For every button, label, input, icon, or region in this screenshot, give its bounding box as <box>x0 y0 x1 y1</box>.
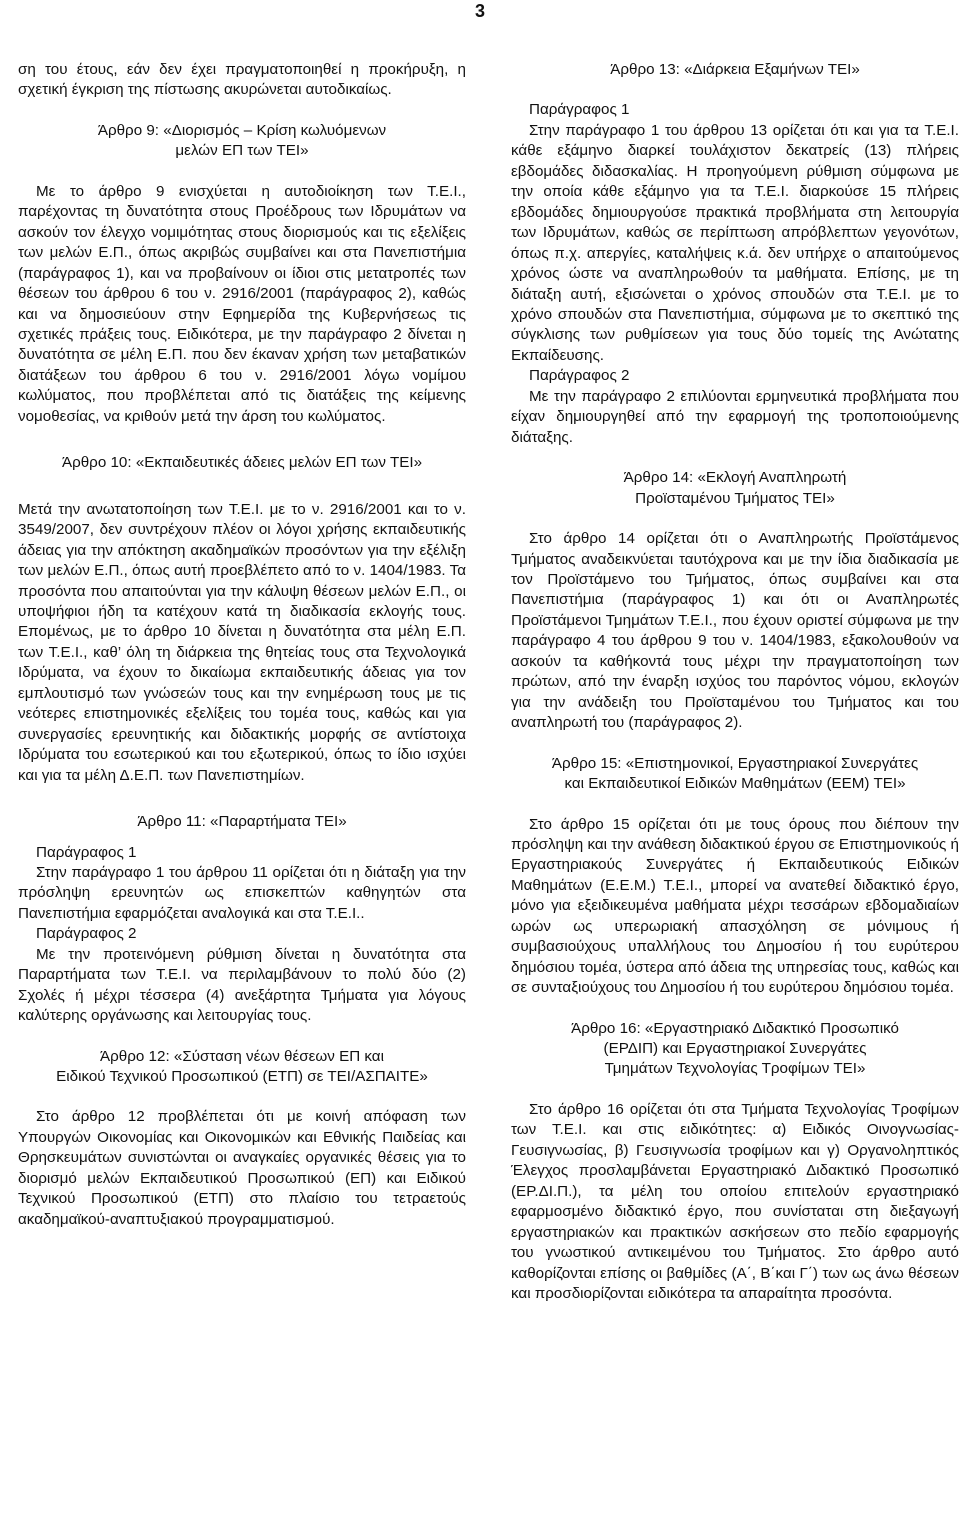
article-16-title: Άρθρο 16: «Εργαστηριακό Διδακτικό Προσωπικό <box>571 1019 899 1037</box>
article-13-title: Άρθρο 13: «Διάρκεια Εξαμήνων ΤΕΙ» <box>610 61 860 78</box>
page-number: 3 <box>474 1 485 21</box>
article-11-paragraph-1-label: Παράγραφος 1 <box>36 843 137 861</box>
article-15-title: Άρθρο 15: «Επιστημονικοί, Εργαστηριακοί Συνεργάτες <box>551 754 919 772</box>
article-15-title-line2: και Εκπαιδευτικοί Ειδικών Μαθημάτων (ΕΕΜ) ΤΕΙ» <box>564 775 906 793</box>
article-13-paragraph-1-label: Παράγραφος 1 <box>529 101 630 119</box>
article-11-paragraph-1-body: Στην παράγραφο 1 του άρθρου 11 ορίζεται ότι η διάταξη για την πρόσληψη ερευνητών ως επισκεπτών καθηγητών στα Πανεπιστήμια εφαρμόζεται αναλογικά και στα Τ.Ε.Ι.. <box>18 863 466 922</box>
article-9-body: Με το άρθρο 9 ενισχύεται η αυτοδιοίκηση των Τ.Ε.Ι., παρέχοντας τη δυνατότητα στους Προέδρους των Ιδρυμάτων να ασκούν τον έλεγχο νομιμότητας στους διορισμούς και τις εξελίξεις των μελών Ε.Π., όπως ακριβώς συμβαίνει και στα Πανεπιστήμια (παράγραφος 1), και να προβαίνουν οι ίδιοι στις μετατροπές των θέσεων του άρθρου 6 του ν. 2916/2001 (παράγραφος 2), καθώς και να δημοσιεύουν στην Εφημερίδα της Κυβερνήσεως τις σχετικές πράξεις τους. Ειδικότερα, με την παράγραφο 2 δίνεται η δυνατότητα σε μέλη Ε.Π. που δεν έκαναν χρήση των μεταβατικών διατάξεων του άρθρου 6 του ν. 2916/2001 λόγω νομίμου κωλύματος, που προβλέπεται από τις διατάξεις της κείμενης νομοθεσίας, να κριθούν μετά την άρση του κωλύματος. <box>18 182 466 425</box>
left-column <box>18 60 466 1230</box>
article-11-paragraph-2-body: Με την προτεινόμενη ρύθμιση δίνεται η δυνατότητα στα Παραρτήματα των Τ.Ε.Ι. να περιλαμβάνουν το πολύ δύο (2) Σχολές ή μέχρι τέσσερα (4) ανεξάρτητα Τμήματα για λόγους καλύτερης οργάνωσης και λειτουργίας τους. <box>18 945 466 1025</box>
article-15-body: Στο άρθρο 15 ορίζεται ότι με τους όρους που διέπουν την πρόσληψη και την ανάθεση διδακτικού έργου σε Επιστημονικούς ή Εργαστηριακούς Συνεργάτες ή Εκπαιδευτικούς Ειδικών Μαθημάτων (Ε.Ε.Μ.) Τ.Ε.Ι., μπορεί να ανατεθεί διδακτικό έργο, μόνο για εξειδικευμένα μαθήματα μέχρι τεσσάρων εβδομαδιαίων ωρών ως υπερωριακή απασχόληση σε μόνιμους ή συμβασιούχους υπαλλήλους του Δημοσίου ή του ευρύτερου δημόσιου τομέα, ύστερα από άδεια της υπηρεσίας τους, καθώς και σε συνταξιούχους του Δημοσίου ή του ευρύτερου δημόσιου τομέα. <box>511 815 959 997</box>
article-9-title: Άρθρο 9: «Διορισμός – Κρίση κωλυόμενων <box>97 121 387 139</box>
article-13-paragraph-2-body: Με την παράγραφο 2 επιλύονται ερμηνευτικά προβλήματα που είχαν δημιουργηθεί από την εφαρμογή της τροποποιούμενης διάταξης. <box>511 387 959 446</box>
article-9-title-line2: μελών ΕΠ των ΤΕΙ» <box>175 142 309 160</box>
article-10-body: Μετά την ανωτατοποίηση των Τ.Ε.Ι. με το ν. 2916/2001 και το ν. 3549/2007, δεν συντρέχουν πλέον οι λόγοι χρήσης εκπαιδευτικής άδειας για την απόκτηση ακαδημαϊκών προσόντων για την εξέλιξη των μελών Ε.Π., όπως αυτή προεβλέπετο από το ν. 1404/1983. Τα προσόντα που απαιτούνται για την κάλυψη θέσεων μελών Ε.Π., οι υποψήφιοι ήδη τα κατέχουν κατά τη διαδικασία εκλογής τους. Επομένως, με το άρθρο 10 δίνεται η δυνατότητα στα μέλη Ε.Π. των Τ.Ε.Ι., καθ’ όλη τη διάρκεια της θητείας τους στα Τεχνολογικά Ιδρύματα, να έχουν το δικαίωμα εκπαιδευτικής άδειας για τον εμπλουτισμό των γνώσεών τους και την ενημέρωση τους με τις νεότερες επιστημονικές εξελίξεις του τομέα τους, καθώς και για συνεργασίες ερευνητικής και διδακτικής μορφής σε αντίστοιχα Ιδρύματα του εσωτερικού και του εξωτερικού, όπως το ίδιο ισχύει και για τα μέλη Δ.Ε.Π. των Πανεπιστημίων. <box>18 500 466 784</box>
article-10-title: Άρθρο 10: «Εκπαιδευτικές άδειες μελών ΕΠ των ΤΕΙ» <box>61 454 423 472</box>
article-14-title: Άρθρο 14: «Εκλογή Αναπληρωτή <box>623 469 847 487</box>
article-12-title: Άρθρο 12: «Σύσταση νέων θέσεων ΕΠ και <box>100 1047 384 1065</box>
article-14-title-line2: Προϊσταμένου Τμήματος ΤΕΙ» <box>635 489 835 507</box>
right-column <box>511 60 959 1304</box>
article-11-paragraph-2-label: Παράγραφος 2 <box>36 925 137 943</box>
article-13-paragraph-1-body: Στην παράγραφο 1 του άρθρου 13 ορίζεται ότι και για τα Τ.Ε.Ι. κάθε εξάμηνο διαρκεί τουλάχιστον δεκατρείς (13) πλήρεις εβδομάδες διδασκαλίας. Η προηγούμενη ρύθμιση σύμφωνα με την οποία κάθε εξάμηνο για τα Τ.Ε.Ι. διαρκούσε 15 πλήρεις εβδομάδες δημιουργούσε πρακτικά προβλήματα στη λειτουργία των Ιδρυμάτων, καθώς σε περίπτωση απρόβλεπτων γεγονότων, όπως π.χ. απεργίες, καταλήψεις κ.ά. δεν υπήρχε ο απαιτούμενος χρόνος ώστε να αναπληρωθούν τα μαθήματα. Επίσης, με τη διάταξη αυτή, εξισώνεται ο χρόνος σπουδών στα Τ.Ε.Ι. με το χρόνο σπουδών στα Πανεπιστήμια, σύμφωνα με το σκεπτικό της σύγκλισης των ρυθμίσεων για τους δύο τομείς της Ανώτατης Εκπαίδευσης. <box>511 121 959 364</box>
article-16-body: Στο άρθρο 16 ορίζεται ότι στα Τμήματα Τεχνολογίας Τροφίμων των Τ.Ε.Ι. και στις ειδικότητες: α) Ειδικός Οινογνωσίας-Γευσιγνωσίας, β) Γευσιγνωσία τροφίμων και γ) Οργανοληπτικός Έλεγχος προσλαμβάνεται Εργαστηριακό Διδακτικό Προσωπικό (ΕΡ.ΔΙ.Π.), τα μέλη του οποίου επιτελούν εργαστηριακό εφαρμοσμένο διδακτικό έργο, που συνίσταται στη διεξαγωγή εργαστηριακών και πρακτικών ασκήσεων στο πεδίο εφαρμογής του γνωστικού αντικειμένου του Τμήματος. Στο άρθρο αυτό καθορίζονται επίσης οι βαθμίδες (Α΄, Β΄και Γ΄) των ως άνω θέσεων και προσδιορίζονται ειδικότερα τα απαραίτητα προσόντα. <box>511 1100 959 1303</box>
article-14-body: Στο άρθρο 14 ορίζεται ότι ο Αναπληρωτής Προϊστάμενος Τμήματος αναδεικνύεται ταυτόχρονα και με την ίδια διαδικασία με τον Προϊστάμενο του Τμήματος, όπως συμβαίνει και στα Πανεπιστήμια (παράγραφος 1) και ότι οι Αναπληρωτές Προϊστάμενοι Τμημάτων Τ.Ε.Ι., που έχουν οριστεί σύμφωνα με την παράγραφο 4 του άρθρου 9 του ν. 1404/1983, εξακολουθούν να ασκούν τα καθήκοντά τους μέχρι την πραγματοποίηση των πρώτων, από την έναρξη ισχύος του παρόντος νόμου, εκλογών για την ανάδειξη του Προϊσταμένου του Τμήματος και του αναπληρωτή του (παράγραφος 2). <box>511 530 959 732</box>
article-11-title: Άρθρο 11: «Παραρτήματα ΤΕΙ» <box>137 813 347 831</box>
article-12-title-line2: Ειδικού Τεχνικού Προσωπικού (ΕΤΠ) σε ΤΕΙ/ΑΣΠΑΙΤΕ» <box>56 1068 428 1086</box>
paragraph-continuation: ση του έτους, εάν δεν έχει πραγματοποιηθεί η προκήρυξη, η σχετική έγκριση της πίστωσης ακυρώνεται αυτοδικαίως. <box>18 61 466 99</box>
article-12-body: Στο άρθρο 12 προβλέπεται ότι με κοινή απόφαση των Υπουργών Οικονομίας και Οικονομικών και Εθνικής Παιδείας και Θρησκευμάτων συνιστώνται οι αναγκαίες οργανικές θέσεις για το διορισμό μελών Εκπαιδευτικού Προσωπικού (ΕΠ) και Ειδικού Τεχνικού Προσωπικού (ΕΤΠ) στο πλαίσιο του τετραετούς ακαδημαϊκού-αναπτυξιακού προγραμματισμού. <box>18 1108 466 1228</box>
article-16-title-line2: (ΕΡΔΙΠ) και Εργαστηριακοί Συνεργάτες <box>603 1040 867 1058</box>
article-13-paragraph-2-label: Παράγραφος 2 <box>529 367 630 385</box>
article-16-title-line3: Τμημάτων Τεχνολογίας Τροφίμων ΤΕΙ» <box>604 1060 866 1078</box>
